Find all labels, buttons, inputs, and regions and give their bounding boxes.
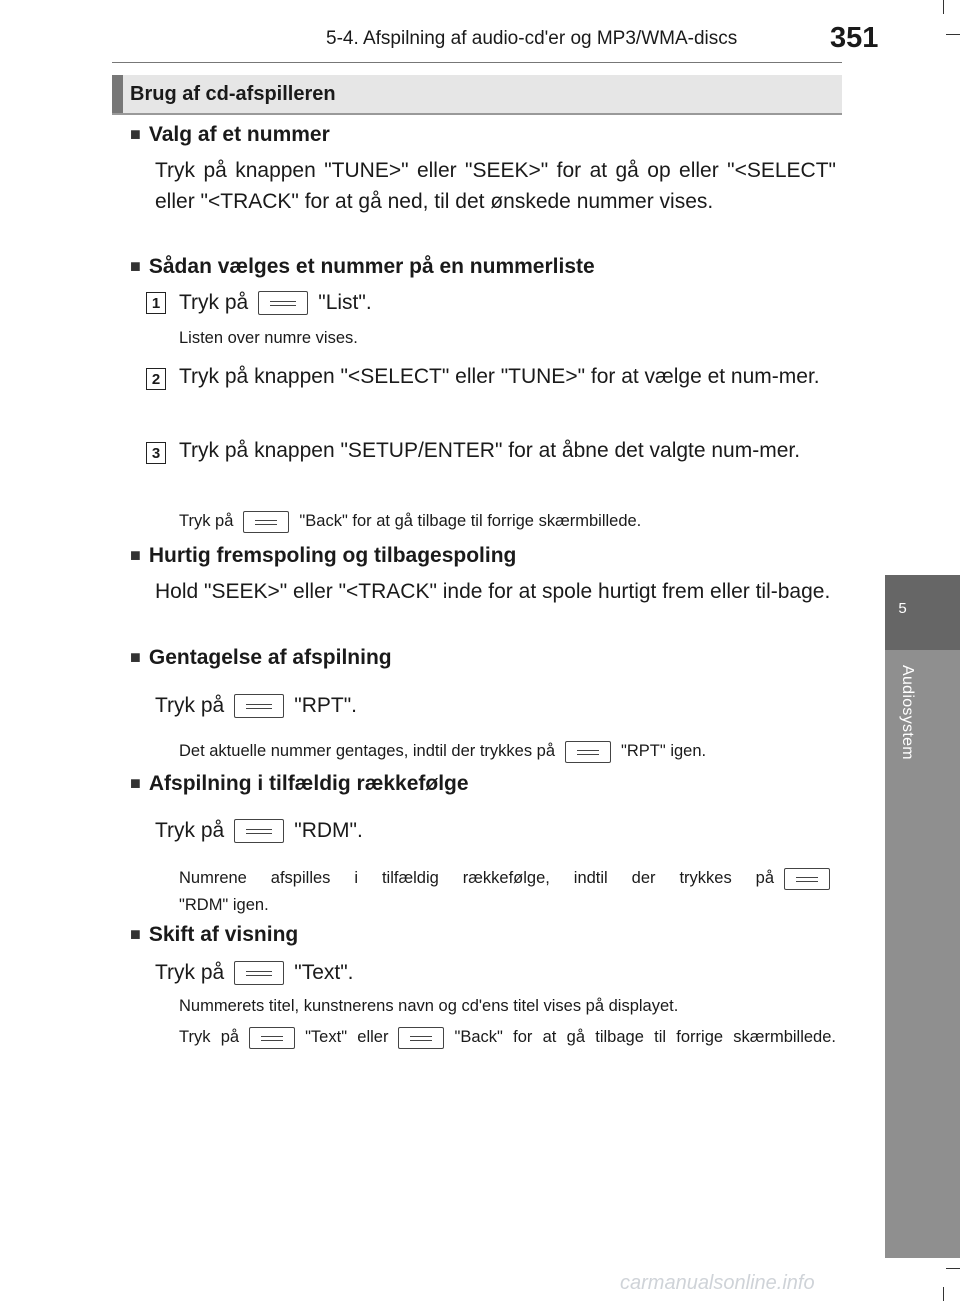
random-instruction	[155, 815, 363, 846]
display-prefix: Tryk på	[155, 961, 225, 984]
heading-track-selection: ■ Valg af et nummer	[130, 123, 330, 147]
random-note-suffix: "RDM" igen.	[179, 896, 269, 914]
random-prefix: Tryk på	[155, 819, 225, 842]
back-button-icon	[243, 511, 289, 533]
crop-mark	[946, 34, 960, 35]
step-1-suffix: "List".	[318, 291, 372, 314]
page-number: 351	[830, 22, 879, 54]
display-note2-prefix: Tryk på	[179, 1028, 240, 1046]
step-3-text: Tryk på knappen "SETUP/ENTER" for at åbne det valgte num-mer.	[179, 439, 801, 462]
step-number: 1	[146, 292, 166, 314]
back-note-prefix: Tryk på	[179, 512, 234, 530]
section-marker	[112, 75, 123, 113]
track-selection-body: Tryk på knappen "TUNE>" eller "SEEK>" for at gå op eller "<SELECT" eller "<TRACK" for at gå ned, til det ønskede nummer vises.	[155, 159, 836, 213]
rpt-button-icon	[565, 741, 611, 763]
back-note	[179, 509, 641, 533]
heading-fast-forward: ■ Hurtig fremspoling og tilbagespoling	[130, 544, 516, 568]
crop-mark	[943, 1287, 944, 1301]
chapter-tab-number: 5	[898, 600, 907, 617]
chapter-title: 5-4. Afspilning af audio-cd'er og MP3/WMA-discs	[326, 28, 738, 49]
rdm-button-icon	[784, 868, 830, 890]
random-suffix: "RDM".	[294, 819, 363, 842]
back-button-icon	[398, 1027, 444, 1049]
step-1-box	[146, 292, 166, 314]
step-2-box	[146, 368, 166, 390]
fast-forward-body: Hold "SEEK>" eller "<TRACK" inde for at spole hurtigt frem eller til-bage.	[155, 580, 831, 603]
step-2-text: Tryk på knappen "<SELECT" eller "TUNE>" for at vælge et num-mer.	[179, 365, 820, 388]
display-instruction	[155, 957, 354, 988]
repeat-note-prefix: Det aktuelle nummer gentages, indtil der trykkes på	[179, 742, 556, 760]
rdm-button-icon	[234, 819, 284, 843]
repeat-note	[179, 739, 706, 763]
header-rule	[112, 62, 842, 63]
step-number: 2	[146, 368, 166, 390]
text-button-icon	[249, 1027, 295, 1049]
section-header	[112, 75, 842, 115]
repeat-prefix: Tryk på	[155, 694, 225, 717]
heading-track-list: ■ Sådan vælges et nummer på en nummerliste	[130, 255, 595, 279]
step-1-text	[179, 287, 372, 318]
heading-repeat: ■ Gentagelse af afspilning	[130, 646, 392, 670]
random-note-prefix: Numrene afspilles i tilfældig rækkefølge, indtil der trykkes på	[179, 869, 774, 887]
display-suffix: "Text".	[294, 961, 354, 984]
heading-display: ■ Skift af visning	[130, 923, 298, 947]
step-3-box	[146, 442, 166, 464]
repeat-note-suffix: "RPT" igen.	[621, 742, 707, 760]
display-note-2	[179, 1025, 836, 1049]
section-title: Brug af cd-afspilleren	[130, 83, 336, 105]
display-note-1: Nummerets titel, kunstnerens navn og cd'ens titel vises på displayet.	[179, 997, 679, 1015]
chapter-tab-strip	[885, 650, 960, 1258]
display-note2-suffix: "Back" for at gå tilbage til forrige skærmbillede.	[454, 1028, 836, 1046]
step-number: 3	[146, 442, 166, 464]
random-note-line1	[179, 866, 836, 890]
rpt-button-icon	[234, 694, 284, 718]
repeat-instruction	[155, 690, 357, 721]
step-1-note: Listen over numre vises.	[179, 329, 358, 347]
crop-mark	[946, 1268, 960, 1269]
back-note-suffix: "Back" for at gå tilbage til forrige skærmbillede.	[299, 512, 642, 530]
repeat-suffix: "RPT".	[294, 694, 357, 717]
chapter-tab-label: Audiosystem	[899, 665, 916, 760]
step-1-prefix: Tryk på	[179, 291, 249, 314]
crop-mark	[943, 0, 944, 14]
heading-random: ■ Afspilning i tilfældig rækkefølge	[130, 772, 469, 796]
watermark: carmanualsonline.info	[620, 1272, 815, 1294]
list-button-icon	[258, 291, 308, 315]
display-note2-mid: "Text" eller	[305, 1028, 389, 1046]
text-button-icon	[234, 961, 284, 985]
